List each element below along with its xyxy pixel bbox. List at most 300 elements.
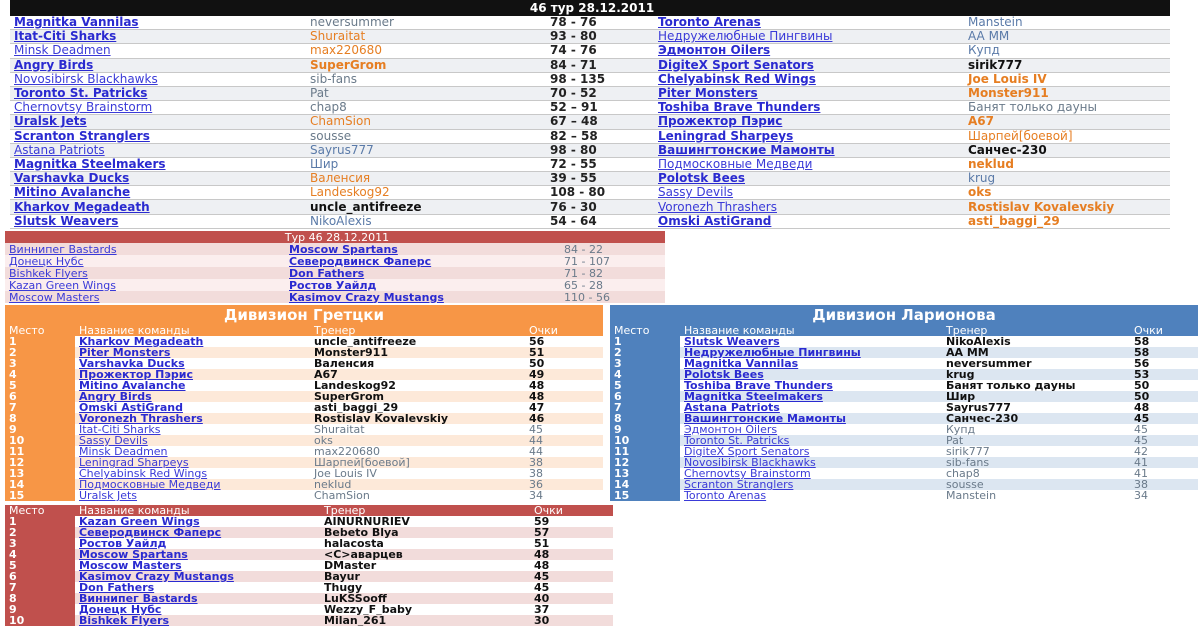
home-team-link[interactable]: Kazan Green Wings [5, 279, 285, 291]
away-coach: asti_baggi_29 [964, 214, 1170, 228]
table-row [10, 143, 1170, 157]
standings-row [5, 549, 613, 560]
standing-place: 14 [5, 479, 75, 490]
standings-row [5, 527, 613, 538]
standing-place: 7 [5, 402, 75, 413]
standings-row [610, 413, 1198, 424]
away-team-link[interactable]: Don Fathers [285, 267, 560, 279]
header-points: Очки [1134, 325, 1163, 336]
coach-name: ChamSion [314, 490, 370, 501]
match-score: 52 – 91 [546, 101, 654, 115]
standing-place: 1 [5, 516, 75, 527]
home-team-link[interactable]: Виннипег Bastards [5, 243, 285, 255]
standings-row [5, 369, 603, 380]
coach-name: Monster911 [310, 347, 525, 358]
coach-name: sousse [942, 479, 1130, 490]
team-link[interactable]: Toronto St. Patricks [680, 435, 942, 446]
standing-place: 1 [5, 336, 75, 347]
division-third-table [5, 505, 613, 626]
home-team-link[interactable]: Magnitka Steelmakers [10, 157, 306, 171]
away-coach: Monster911 [964, 86, 1170, 100]
team-link[interactable]: Kazan Green Wings [79, 516, 200, 527]
table-row [5, 243, 665, 255]
away-team-link[interactable]: Toshiba Brave Thunders [654, 101, 964, 115]
match-score: 93 - 80 [546, 30, 654, 44]
standing-place: 12 [5, 457, 75, 468]
standing-place: 9 [610, 424, 680, 435]
table-row [10, 200, 1170, 214]
team-link[interactable]: Chelyabinsk Red Wings [79, 468, 208, 479]
home-team-link[interactable]: Novosibirsk Blackhawks [10, 72, 306, 86]
team-link[interactable]: Itat-Citi Sharks [79, 424, 161, 435]
standing-place: 8 [5, 413, 75, 424]
team-points: 51 [525, 347, 603, 358]
standing-place: 15 [610, 490, 680, 501]
team-points: 58 [1130, 347, 1198, 358]
team-points: 30 [530, 615, 613, 626]
standing-place: 2 [610, 347, 680, 358]
header-coach: Тренер [314, 325, 356, 336]
home-coach: uncle_antifreeze [306, 200, 546, 214]
team-points: 42 [1134, 446, 1148, 457]
away-team-link[interactable]: Северодвинск Фаперс [285, 255, 560, 267]
team-link[interactable]: Piter Monsters [75, 347, 310, 358]
team-link[interactable]: Toshiba Brave Thunders [684, 380, 833, 391]
team-points: 56 [529, 336, 545, 347]
home-coach: SuperGrom [306, 58, 546, 72]
standing-place: 4 [5, 549, 75, 560]
match-score: 65 - 28 [560, 279, 665, 291]
home-coach: neversummer [306, 16, 546, 30]
coach-name: Joe Louis IV [314, 468, 377, 479]
team-points: 45 [530, 571, 613, 582]
team-link[interactable]: Эдмонтон Oilers [684, 424, 778, 435]
team-points: 57 [530, 527, 613, 538]
round2-title: Тур 46 28.12.2011 [5, 231, 665, 243]
home-coach: sib-fans [306, 72, 546, 86]
standings-row [610, 424, 1198, 435]
standings-row [5, 457, 603, 468]
team-points: 48 [534, 560, 550, 571]
team-link[interactable]: Kasimov Crazy Mustangs [75, 571, 320, 582]
team-link[interactable]: Северодвинск Фаперс [75, 527, 320, 538]
standing-place: 3 [5, 358, 75, 369]
table-row [10, 172, 1170, 186]
team-link[interactable]: Astana Patriots [684, 402, 780, 413]
home-coach: Pat [306, 86, 546, 100]
coach-name: <C>аварцев [320, 549, 530, 560]
standings-row [5, 391, 603, 402]
standing-place: 15 [5, 490, 75, 501]
table-row [10, 115, 1170, 129]
standing-place: 14 [610, 479, 680, 490]
standing-place: 4 [5, 369, 75, 380]
standing-place: 13 [610, 468, 680, 479]
standings-row [5, 402, 603, 413]
standing-place: 5 [610, 380, 680, 391]
team-points: 41 [1134, 468, 1148, 479]
team-points: 53 [1130, 369, 1198, 380]
standings-row [5, 490, 603, 501]
away-team-link[interactable]: DigiteX Sport Senators [654, 58, 964, 72]
standing-place: 3 [5, 538, 75, 549]
coach-name: Manstein [946, 490, 997, 501]
match-score: 98 - 80 [546, 143, 654, 157]
match-score: 71 - 82 [560, 267, 665, 279]
standings-row [5, 446, 603, 457]
team-points: 59 [534, 516, 550, 527]
away-team-link[interactable]: Ростов Уайлд [285, 279, 560, 291]
away-coach: Банят только дауны [964, 101, 1170, 115]
team-link[interactable]: Leningrad Sharpeys [75, 457, 310, 468]
standing-place: 9 [5, 424, 75, 435]
team-link[interactable]: Bishkek Flyers [75, 615, 320, 626]
away-team-link[interactable]: Прожектор Пэрис [654, 115, 964, 129]
header-place: Место [9, 325, 45, 336]
standings-row [610, 347, 1198, 358]
home-coach: Валенсия [306, 172, 546, 186]
standings-row [610, 490, 1198, 501]
standing-place: 8 [5, 593, 75, 604]
away-team-link[interactable]: Эдмонтон Oilers [654, 44, 964, 58]
team-link[interactable]: Mitino Avalanche [79, 380, 186, 391]
team-points: 34 [529, 490, 543, 501]
team-link[interactable]: Minsk Deadmen [79, 446, 168, 457]
away-team-link[interactable]: Toronto Arenas [654, 16, 964, 30]
header-place: Место [9, 505, 45, 516]
away-team-link[interactable]: Подмосковные Медведи [654, 157, 964, 171]
coach-name: AA MM [942, 347, 1130, 358]
standings-row [5, 413, 603, 424]
division-gretzky-table [5, 325, 603, 501]
home-team-link[interactable]: Minsk Deadmen [10, 44, 306, 58]
away-team-link[interactable]: Voronezh Thrashers [654, 200, 964, 214]
away-team-link[interactable]: Kasimov Crazy Mustangs [285, 291, 560, 303]
home-coach: NikoAlexis [306, 214, 546, 228]
team-points: 50 [1134, 380, 1150, 391]
standings-row [5, 479, 603, 490]
header-team: Название команды [684, 325, 795, 336]
standings-row [5, 347, 603, 358]
team-points: 45 [534, 582, 550, 593]
match-score: 54 - 64 [546, 214, 654, 228]
coach-name: Milan_261 [320, 615, 530, 626]
team-link[interactable]: Magnitka Vannilas [684, 358, 799, 369]
standings-row [5, 358, 603, 369]
table-row [5, 267, 665, 279]
coach-name: Pat [942, 435, 1130, 446]
standing-place: 5 [5, 380, 75, 391]
table-row [10, 214, 1170, 228]
team-points: 50 [529, 358, 545, 369]
home-team-link[interactable]: Itat-Citi Sharks [10, 30, 306, 44]
coach-name: Wezzy_F_baby [324, 604, 413, 615]
coach-name: krug [942, 369, 1130, 380]
standing-place: 12 [610, 457, 680, 468]
standings-row [610, 446, 1198, 457]
home-coach: Shuraitat [306, 30, 546, 44]
away-team-link[interactable]: Omski AstiGrand [654, 214, 964, 228]
standings-row [5, 468, 603, 479]
match-score: 72 - 55 [546, 157, 654, 171]
coach-name: Шарпей[боевой] [310, 457, 525, 468]
home-coach: sousse [306, 129, 546, 143]
standing-place: 3 [610, 358, 680, 369]
coach-name: nekIud [310, 479, 525, 490]
coach-name: max220680 [314, 446, 380, 457]
team-points: 48 [525, 391, 603, 402]
standing-place: 6 [5, 391, 75, 402]
team-points: 51 [534, 538, 550, 549]
home-team-link[interactable]: Moscow Masters [5, 291, 285, 303]
away-coach: Rostislav Kovalevskiy [964, 200, 1170, 214]
coach-name: AINURNURIEV [324, 516, 410, 527]
home-team-link[interactable]: Chernovtsy Brainstorm [10, 101, 306, 115]
standings-row [610, 479, 1198, 490]
match-score: 74 - 76 [546, 44, 654, 58]
home-team-link[interactable]: Varshavka Ducks [10, 172, 306, 186]
standing-place: 2 [5, 527, 75, 538]
standings-row [610, 380, 1198, 391]
standings-row [610, 402, 1198, 413]
header-place: Место [614, 325, 650, 336]
team-link[interactable]: Недружелюбные Пингвины [680, 347, 942, 358]
division-larionov-table [610, 325, 1198, 501]
standing-place: 7 [5, 582, 75, 593]
team-points: 58 [1134, 336, 1150, 347]
coach-name: A67 [310, 369, 525, 380]
away-team-link[interactable]: Leningrad Sharpeys [654, 129, 964, 143]
team-link[interactable]: Подмосковные Медведи [75, 479, 310, 490]
team-points: 38 [1130, 479, 1198, 490]
team-points: 49 [525, 369, 603, 380]
match-score: 110 - 56 [560, 291, 665, 303]
home-team-link[interactable]: Scranton Stranglers [10, 129, 306, 143]
team-link[interactable]: Донецк Нубс [79, 604, 162, 615]
team-points: 38 [529, 468, 543, 479]
team-points: 40 [530, 593, 613, 604]
team-link[interactable]: Kharkov Megadeath [79, 336, 204, 347]
match-score: 70 - 52 [546, 86, 654, 100]
team-points: 56 [1134, 358, 1150, 369]
home-team-link[interactable]: Toronto St. Patricks [10, 86, 306, 100]
standings-row [5, 560, 613, 571]
round1-results-table [10, 0, 1170, 229]
away-coach: krug [964, 172, 1170, 186]
team-link[interactable]: Voronezh Thrashers [75, 413, 310, 424]
division-gretzky-banner: Дивизион Гретцки [5, 305, 603, 325]
away-team-link[interactable]: Moscow Spartans [285, 243, 560, 255]
coach-name: uncle_antifreeze [314, 336, 417, 347]
team-points: 48 [530, 549, 613, 560]
home-team-link[interactable]: Uralsk Jets [10, 115, 306, 129]
home-coach: ChamSion [306, 115, 546, 129]
match-score: 84 - 22 [560, 243, 665, 255]
standing-place: 10 [5, 615, 75, 626]
team-points: 45 [529, 424, 543, 435]
home-team-link[interactable]: Bishkek Flyers [5, 267, 285, 279]
standings-row [610, 336, 1198, 347]
away-team-link[interactable]: Piter Monsters [654, 86, 964, 100]
team-points: 37 [534, 604, 550, 615]
team-link[interactable]: Don Fathers [79, 582, 155, 593]
standings-row [610, 468, 1198, 479]
coach-name: LuKSSooff [320, 593, 530, 604]
team-link[interactable]: Novosibirsk Blackhawks [680, 457, 942, 468]
team-link[interactable]: Scranton Stranglers [680, 479, 942, 490]
table-row [5, 279, 665, 291]
home-coach: Шир [306, 157, 546, 171]
standing-place: 9 [5, 604, 75, 615]
standing-place: 6 [5, 571, 75, 582]
standing-place: 10 [610, 435, 680, 446]
table-row [5, 255, 665, 267]
round2-results-table [5, 231, 665, 303]
standings-row [610, 435, 1198, 446]
table-row [10, 72, 1170, 86]
coach-name: sib-fans [942, 457, 1130, 468]
team-link[interactable]: Sassy Devils [75, 435, 310, 446]
team-link[interactable]: Виннипег Bastards [75, 593, 320, 604]
team-points: 47 [529, 402, 545, 413]
home-coach: Landeskog92 [306, 186, 546, 200]
coach-name: sirik777 [946, 446, 990, 457]
standing-place: 2 [5, 347, 75, 358]
team-link[interactable]: DigiteX Sport Senators [684, 446, 810, 457]
team-link[interactable]: Moscow Spartans [75, 549, 320, 560]
header-team: Название команды [79, 325, 190, 336]
standings-row [610, 391, 1198, 402]
standings-row [610, 369, 1198, 380]
home-coach: Sayrus777 [306, 143, 546, 157]
coach-name: Landeskog92 [314, 380, 396, 391]
team-link[interactable]: Varshavka Ducks [79, 358, 185, 369]
standings-row [5, 615, 613, 626]
team-link[interactable]: Вашингтонские Мамонты [680, 413, 942, 424]
table-row [10, 16, 1170, 30]
team-points: 44 [529, 446, 543, 457]
table-row [5, 291, 665, 303]
standing-place: 10 [5, 435, 75, 446]
coach-name: Купд [946, 424, 976, 435]
coach-name: DMaster [324, 560, 377, 571]
standings-row [610, 457, 1198, 468]
team-link[interactable]: Прожектор Пэрис [75, 369, 310, 380]
away-coach: sirik777 [964, 58, 1170, 72]
standings-row [5, 538, 613, 549]
standings-row [5, 435, 603, 446]
away-coach: Joe Louis IV [964, 72, 1170, 86]
team-link[interactable]: Polotsk Bees [680, 369, 942, 380]
team-link[interactable]: Moscow Masters [79, 560, 182, 571]
standings-row [5, 424, 603, 435]
match-score: 71 - 107 [560, 255, 665, 267]
home-team-link[interactable]: Astana Patriots [10, 143, 306, 157]
team-points: 45 [1130, 435, 1198, 446]
away-coach: Купд [964, 44, 1170, 58]
team-points: 45 [1134, 424, 1148, 435]
home-team-link[interactable]: Angry Birds [10, 58, 306, 72]
team-link[interactable]: Toronto Arenas [684, 490, 767, 501]
team-points: 41 [1130, 457, 1198, 468]
team-points: 50 [1130, 391, 1198, 402]
match-score: 98 - 135 [546, 72, 654, 86]
home-coach: max220680 [306, 44, 546, 58]
coach-name: Банят только дауны [946, 380, 1076, 391]
standing-place: 7 [610, 402, 680, 413]
team-points: 48 [1134, 402, 1150, 413]
team-points: 36 [525, 479, 603, 490]
coach-name: Sayrus777 [946, 402, 1011, 413]
standing-place: 6 [610, 391, 680, 402]
standings-row [5, 336, 603, 347]
team-link[interactable]: Omski AstiGrand [79, 402, 183, 413]
team-points: 46 [525, 413, 603, 424]
table-row [10, 101, 1170, 115]
team-link[interactable]: Magnitka Steelmakers [680, 391, 942, 402]
coach-name: SuperGrom [310, 391, 525, 402]
away-coach: Шарпей[боевой] [964, 129, 1170, 143]
home-team-link[interactable]: Kharkov Megadeath [10, 200, 306, 214]
coach-name: Валенсия [314, 358, 375, 369]
home-team-link[interactable]: Донецк Нубс [5, 255, 285, 267]
table-row [10, 86, 1170, 100]
home-team-link[interactable]: Slutsk Weavers [10, 214, 306, 228]
home-coach: chap8 [306, 101, 546, 115]
away-team-link[interactable]: Chelyabinsk Red Wings [654, 72, 964, 86]
away-coach: A67 [964, 115, 1170, 129]
team-link[interactable]: Ростов Уайлд [79, 538, 167, 549]
standing-place: 4 [610, 369, 680, 380]
standing-place: 8 [610, 413, 680, 424]
table-row [10, 58, 1170, 72]
coach-name: chap8 [946, 468, 980, 479]
team-link[interactable]: Angry Birds [75, 391, 310, 402]
team-link[interactable]: Slutsk Weavers [684, 336, 780, 347]
away-team-link[interactable]: Недружелюбные Пингвины [654, 30, 964, 44]
table-row [10, 30, 1170, 44]
team-points: 44 [525, 435, 603, 446]
division-larionov-banner: Дивизион Ларионова [610, 305, 1198, 325]
team-points: 45 [1130, 413, 1198, 424]
coach-name: Thugy [324, 582, 363, 593]
match-score: 76 - 30 [546, 200, 654, 214]
match-score: 78 - 76 [546, 16, 654, 30]
standing-place: 1 [610, 336, 680, 347]
table-row [10, 129, 1170, 143]
standings-row [5, 593, 613, 604]
away-coach: Manstein [964, 16, 1170, 30]
home-team-link[interactable]: Magnitka Vannilas [10, 16, 306, 30]
away-coach: Санчес-230 [964, 143, 1170, 157]
away-team-link[interactable]: Вашингтонские Мамонты [654, 143, 964, 157]
standings-row [5, 582, 613, 593]
coach-name: neversummer [946, 358, 1032, 369]
team-link[interactable]: Chernovtsy Brainstorm [684, 468, 811, 479]
header-team: Название команды [79, 505, 190, 516]
team-link[interactable]: Uralsk Jets [79, 490, 138, 501]
team-points: 34 [1134, 490, 1148, 501]
standing-place: 5 [5, 560, 75, 571]
home-team-link[interactable]: Mitino Avalanche [10, 186, 306, 200]
team-points: 38 [525, 457, 603, 468]
coach-name: Шир [942, 391, 1130, 402]
table-row [10, 186, 1170, 200]
standings-row [5, 380, 603, 391]
away-coach: neklud [964, 157, 1170, 171]
away-team-link[interactable]: Sassy Devils [654, 186, 964, 200]
away-team-link[interactable]: Polotsk Bees [654, 172, 964, 186]
